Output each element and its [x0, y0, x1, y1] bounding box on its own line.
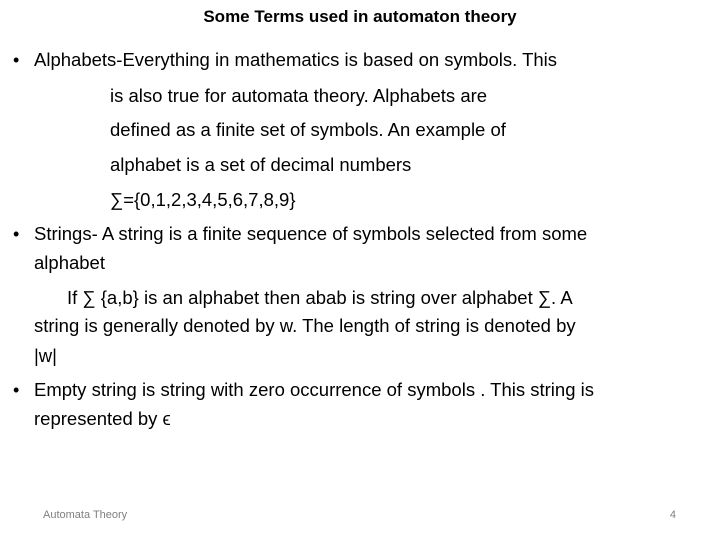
bullet-1-line-4: alphabet is a set of decimal numbers [110, 154, 412, 175]
bullet-3-line-2: represented by ϵ [34, 408, 171, 429]
footer-label: Automata Theory [43, 509, 128, 521]
bullet-1-line-2: is also true for automata theory. Alphabets are [110, 85, 488, 106]
bullet-2-line-2: alphabet [34, 252, 105, 273]
bullet-marker: • [13, 50, 20, 70]
bullet-1-line-3: defined as a finite set of symbols. An example of [110, 119, 506, 140]
bullet-3-line-1: Empty string is string with zero occurrence of symbols . This string is [34, 379, 594, 400]
bullet-2-line-3: If ∑ {a,b} is an alphabet then abab is string over alphabet ∑. A [67, 287, 573, 308]
bullet-2-line-4: string is generally denoted by w. The length of string is denoted by [34, 315, 576, 336]
bullet-marker: • [13, 380, 20, 400]
slide-title: Some Terms used in automaton theory [203, 7, 517, 26]
bullet-marker: • [13, 224, 20, 244]
bullet-2-line-1: Strings- A string is a finite sequence of symbols selected from some [34, 223, 588, 244]
bullet-2-line-5: |w| [34, 345, 57, 366]
bullet-1-line-5: ∑={0,1,2,3,4,5,6,7,8,9} [110, 189, 296, 210]
bullet-1-line-1: Alphabets-Everything in mathematics is based on symbols. This [34, 49, 558, 70]
page-number: 4 [669, 509, 676, 521]
